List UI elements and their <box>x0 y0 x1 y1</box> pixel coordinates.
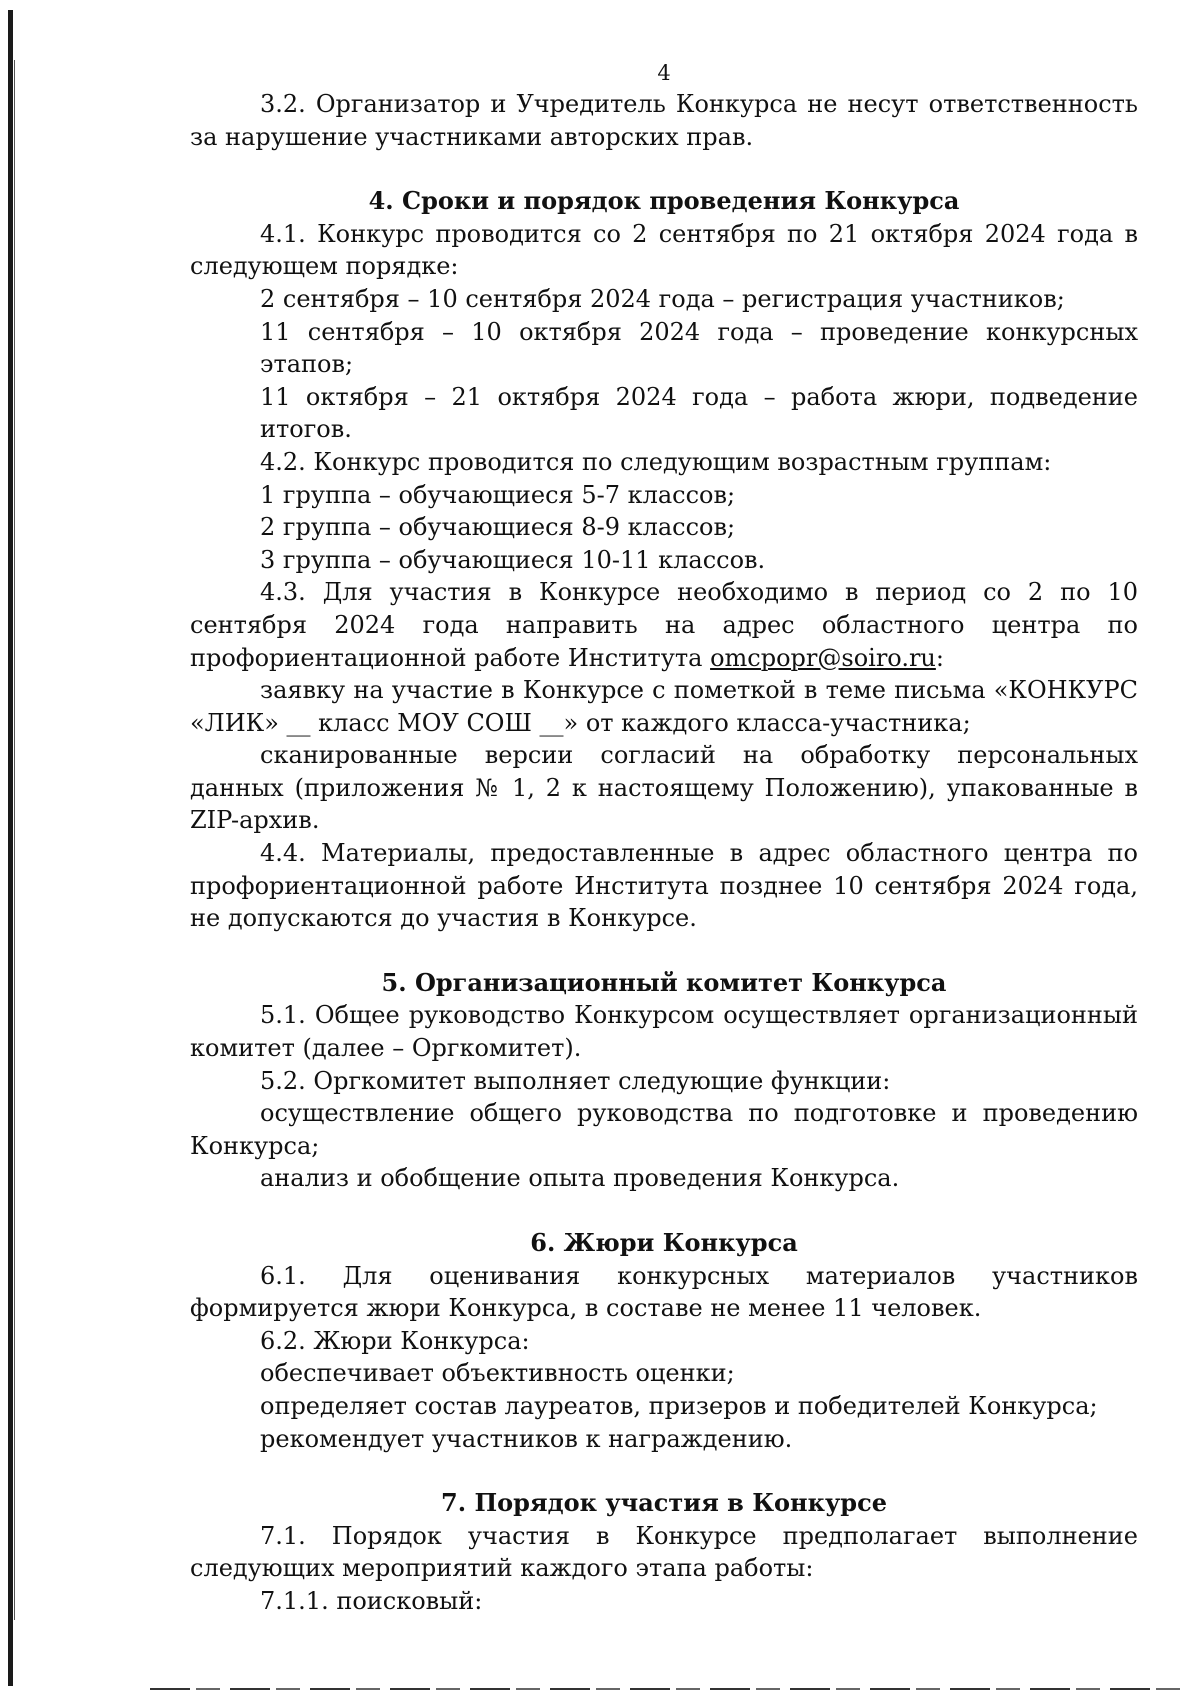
jury-item-3: рекомендует участников к награждению. <box>260 1424 793 1453</box>
spacer <box>190 935 1138 967</box>
function-item-1: осуществление общего руководства по подготовке и проведению Конкурса; <box>190 1099 1138 1160</box>
document-page <box>190 58 1138 1618</box>
schedule-item-2: 11 сентября – 10 октября 2024 года – проведение конкурсных этапов; <box>260 317 1138 379</box>
paragraph-6-1: 6.1. Для оценивания конкурсных материалов участников формируется жюри Конкурса, в составе не менее 11 человек. <box>190 1261 1138 1323</box>
paragraph-4-4: 4.4. Материалы, предоставленные в адрес областного центра по профориентационной работе Института позднее 10 сентября 2024 года, не допускаются до участия в Конкурсе. <box>190 839 1138 933</box>
scan-bottom-edge <box>150 1688 1190 1690</box>
scan-left-edge-line <box>14 60 15 1620</box>
age-group-3: 3 группа – обучающиеся 10-11 классов. <box>260 545 766 574</box>
paragraph-5-2: 5.2. Оргкомитет выполняет следующие функции: <box>260 1066 891 1095</box>
scan-left-edge <box>8 10 13 1686</box>
schedule-item-1: 2 сентября – 10 сентября 2024 года – регистрация участников; <box>260 284 1065 313</box>
colon: : <box>935 643 944 672</box>
section-6-title: 6. Жюри Конкурса <box>530 1228 798 1257</box>
paragraph-4-2: 4.2. Конкурс проводится по следующим возрастным группам: <box>260 447 1052 476</box>
paragraph-4-3-text: 4.3. Для участия в Конкурсе необходимо в период со 2 по 10 сентября 2024 года направить на адрес областного центра по профориентационной работе Института <box>190 578 1138 672</box>
paragraph-7-1-1: 7.1.1. поисковый: <box>260 1586 483 1615</box>
spacer <box>190 153 1138 185</box>
paragraph-4-3-consents: сканированные версии согласий на обработку персональных данных (приложения № 1, 2 к настоящему Положению), упакованные в ZIP-архив. <box>190 741 1138 835</box>
email-link[interactable]: omcpopr@soiro.ru <box>710 643 936 672</box>
paragraph-6-2: 6.2. Жюри Конкурса: <box>260 1326 530 1355</box>
function-item-2: анализ и обобщение опыта проведения Конкурса. <box>260 1164 900 1193</box>
paragraph-3-2: 3.2. Организатор и Учредитель Конкурса не несут ответственность за нарушение участниками авторских прав. <box>190 90 1138 151</box>
section-5-title: 5. Организационный комитет Конкурса <box>381 967 947 997</box>
paragraph-4-1: 4.1. Конкурс проводится со 2 сентября по 21 октября 2024 года в следующем порядке: <box>190 219 1138 281</box>
age-group-2: 2 группа – обучающиеся 8-9 классов; <box>260 513 736 542</box>
spacer <box>190 1455 1138 1487</box>
paragraph-4-3 <box>190 576 1138 674</box>
schedule-item-3: 11 октября – 21 октября 2024 года – работа жюри, подведение итогов. <box>260 382 1138 444</box>
paragraph-4-3-application: заявку на участие в Конкурсе с пометкой в теме письма «КОНКУРС «ЛИК» __ класс МОУ СОШ __» от каждого класса-участника; <box>190 676 1138 737</box>
section-7-title: 7. Порядок участия в Конкурсе <box>441 1488 887 1518</box>
spacer <box>190 1195 1138 1227</box>
age-group-1: 1 группа – обучающиеся 5-7 классов; <box>260 480 736 509</box>
paragraph-5-1: 5.1. Общее руководство Конкурсом осуществляет организационный комитет (далее – Оргкомитет). <box>190 1001 1138 1063</box>
section-4-title: 4. Сроки и порядок проведения Конкурса <box>368 186 960 216</box>
jury-item-1: обеспечивает объективность оценки; <box>260 1359 735 1388</box>
jury-item-2: определяет состав лауреатов, призеров и победителей Конкурса; <box>260 1391 1098 1420</box>
page-number: 4 <box>657 61 671 85</box>
paragraph-7-1: 7.1. Порядок участия в Конкурсе предполагает выполнение следующих мероприятий каждого этапа работы: <box>190 1521 1138 1583</box>
